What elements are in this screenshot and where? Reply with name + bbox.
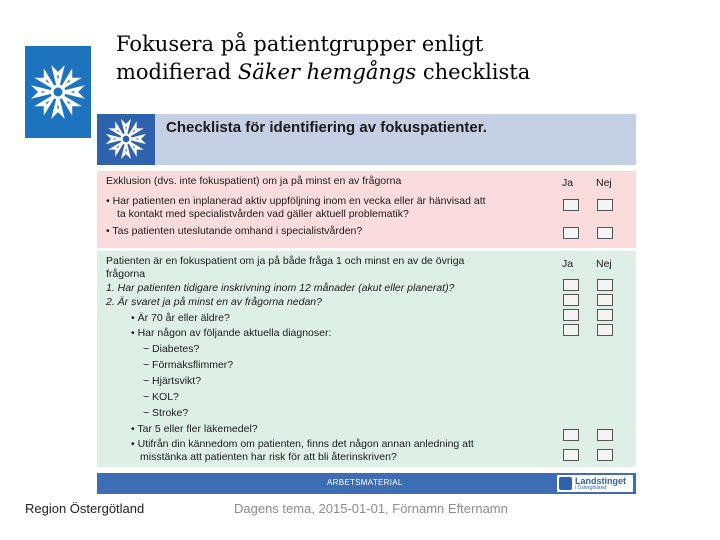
focus-intro-line1: Patienten är en fokuspatient om ja på både fråga 1 och minst en av de övriga <box>106 255 465 267</box>
title-line-2 <box>116 58 676 86</box>
focus-d1: − Diabetes? <box>143 343 200 355</box>
focus-b2: • Har någon av följande aktuella diagnoser: <box>131 327 332 339</box>
title-line-2-end: checklista <box>416 60 531 84</box>
title-line-2-italic: Säker hemgångs <box>237 60 417 84</box>
focus-b2-yes-checkbox[interactable] <box>563 324 579 336</box>
focus-section <box>97 251 636 467</box>
cornflower-logo-icon <box>105 118 147 160</box>
checklist-heading: Checklista för identifiering av fokuspatienter. <box>166 119 487 136</box>
focus-b4-no-checkbox[interactable] <box>597 449 613 461</box>
exclusion-col-no: Nej <box>596 177 612 189</box>
title-line-1: Fokusera på patientgrupper enligt <box>116 32 484 56</box>
focus-b3-no-checkbox[interactable] <box>597 429 613 441</box>
work-material-label: ARBETSMATERIAL <box>327 478 403 487</box>
exclusion-col-yes: Ja <box>562 177 574 189</box>
checklist-footer <box>97 473 636 494</box>
focus-b1-yes-checkbox[interactable] <box>563 309 579 321</box>
focus-b4-line1: • Utifrån din kännedom om patienten, finns det någon annan anledning att <box>131 438 474 450</box>
focus-q2: 2. Är svaret ja på minst en av frågorna nedan? <box>106 296 322 308</box>
landstinget-logo <box>557 475 633 492</box>
focus-col-yes: Ja <box>562 258 574 270</box>
slide-title <box>116 30 676 86</box>
focus-d3: − Hjärtsvikt? <box>143 375 202 387</box>
exclusion-q2-yes-checkbox[interactable] <box>563 227 579 239</box>
checklist-header <box>97 114 636 165</box>
region-logo <box>25 46 91 138</box>
focus-b1-no-checkbox[interactable] <box>597 309 613 321</box>
landstinget-name: Landstinget <box>575 476 626 486</box>
exclusion-q1-yes-checkbox[interactable] <box>563 199 579 211</box>
exclusion-intro: Exklusion (dvs. inte fokuspatient) om ja på minst en av frågorna <box>106 175 402 187</box>
focus-q2-yes-checkbox[interactable] <box>563 294 579 306</box>
focus-q2-no-checkbox[interactable] <box>597 294 613 306</box>
exclusion-q1-line1: • Har patienten en inplanerad aktiv uppföljning inom en vecka eller är hänvisad att <box>106 195 486 207</box>
focus-d4: − KOL? <box>143 391 179 403</box>
cornflower-logo-icon <box>30 64 86 120</box>
focus-b2-no-checkbox[interactable] <box>597 324 613 336</box>
focus-q1-yes-checkbox[interactable] <box>563 279 579 291</box>
landstinget-sub: i Östergötland <box>575 485 607 491</box>
checklist-logo <box>97 114 155 165</box>
exclusion-q1-line2: ta kontakt med specialistvården vad gäller aktuell problematik? <box>117 208 409 220</box>
focus-intro-line2: frågorna <box>106 268 146 280</box>
focus-b1: • Är 70 år eller äldre? <box>131 312 230 324</box>
exclusion-q2-no-checkbox[interactable] <box>597 227 613 239</box>
checklist-sheet <box>97 114 636 494</box>
exclusion-section <box>97 171 636 248</box>
focus-d2: − Förmaksflimmer? <box>143 359 234 371</box>
focus-b3-yes-checkbox[interactable] <box>563 429 579 441</box>
focus-q1: 1. Har patienten tidigare inskrivning inom 12 månader (akut eller planerat)? <box>106 282 455 294</box>
focus-b3: • Tar 5 eller fler läkemedel? <box>131 423 258 435</box>
landstinget-icon <box>559 477 572 490</box>
focus-b4-yes-checkbox[interactable] <box>563 449 579 461</box>
title-line-2-start: modifierad <box>116 60 238 84</box>
focus-q1-no-checkbox[interactable] <box>597 279 613 291</box>
focus-d5: − Stroke? <box>143 407 189 419</box>
focus-b4-line2: misstänka att patienten har risk för att bli återinskriven? <box>140 451 397 463</box>
exclusion-q2: • Tas patienten uteslutande omhand i specialistvården? <box>106 225 363 237</box>
focus-col-no: Nej <box>596 258 612 270</box>
footer-meta: Dagens tema, 2015-01-01, Förnamn Efternamn <box>234 501 508 516</box>
exclusion-q1-no-checkbox[interactable] <box>597 199 613 211</box>
footer-org: Region Östergötland <box>25 501 145 516</box>
